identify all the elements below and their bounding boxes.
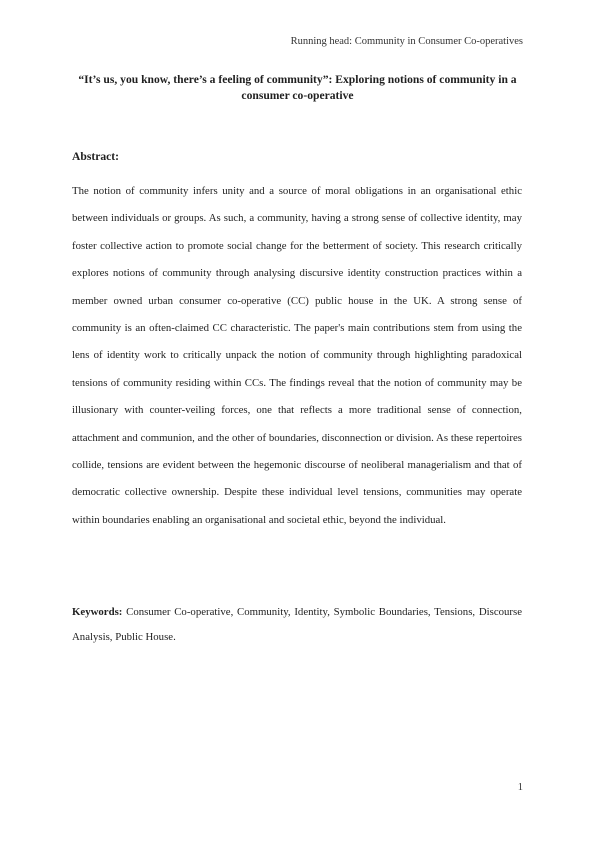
keywords-text: Consumer Co-operative, Community, Identity, Symbolic Boundaries, Tensions, Discourse Analysis, Public House. <box>72 606 522 643</box>
keywords-label: Keywords: <box>72 606 123 618</box>
abstract-body: The notion of community infers unity and a source of moral obligations in an organisational ethic between individuals or groups. As such, a community, having a strong sense of collective identity, may foster collective action to promote social change for the betterment of society. This research critically explores notions of community through analysing discursive identity construction practices within a member owned urban consumer co-operative (CC) public house in the UK. A strong sense of community is an often-claimed CC characteristic. The paper's main contributions stem from using the lens of identity work to critically unpack the notion of community through highlighting paradoxical tensions of community residing within CCs. The findings reveal that the notion of community may be illusionary with counter-veiling forces, one that reflects a more traditional sense of connection, attachment and communion, and the other of boundaries, disconnection or division. As these repertoires collide, tensions are evident between the hegemonic discourse of neoliberal managerialism and that of democratic collective ownership. Despite these individual level tensions, communities may operate within boundaries enabling an organisational and societal ethic, beyond the individual. <box>72 185 522 526</box>
abstract-heading: Abstract: <box>72 150 120 163</box>
running-head: Running head: Community in Consumer Co-operatives <box>290 36 523 47</box>
page-number: 1 <box>517 782 523 793</box>
keywords-paragraph <box>72 600 522 650</box>
paper-title: “It’s us, you know, there’s a feeling of community”: Exploring notions of community in a consumer co-operative <box>78 73 517 102</box>
